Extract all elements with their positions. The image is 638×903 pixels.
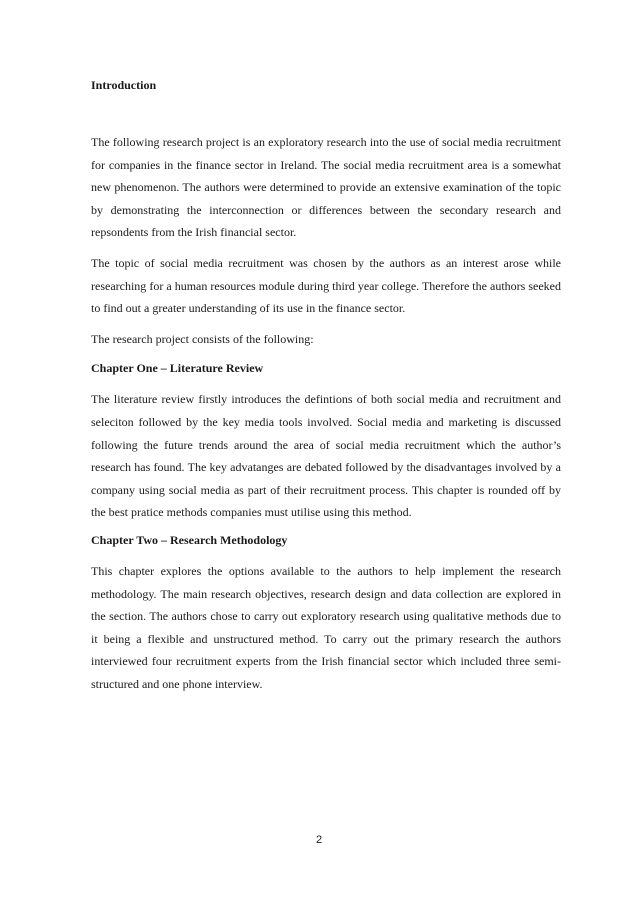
chapter-two-paragraph: This chapter explores the options available to the authors to help implement the research methodology. The main research objectives, research design and data collection are explored in the section. The authors chose to carry out exploratory research using qualitative methods due to it being a flexible and unstructured method. To carry out the primary research the authors interviewed four recruitment experts from the Irish financial sector which included three semi-structured and one phone interview.	[91, 563, 561, 691]
document-page	[91, 77, 561, 703]
page-number: 2	[315, 834, 323, 846]
intro-paragraph-1: The following research project is an exploratory research into the use of social media recruitment for companies in the finance sector in Ireland. The social media recruitment area is a somewhat new phenomenon. The authors were determined to provide an extensive examination of the topic by demonstrating the interconnection or differences between the secondary research and repsondents from the Irish financial sector.	[91, 135, 561, 240]
chapter-two-heading: Chapter Two – Research Methodology	[91, 532, 288, 547]
intro-paragraph-3: The research project consists of the following:	[91, 331, 314, 346]
chapter-one-heading: Chapter One – Literature Review	[91, 361, 264, 376]
section-heading-introduction: Introduction	[91, 78, 157, 92]
chapter-one-paragraph: The literature review firstly introduces the defintions of both social media and recruitment and seleciton followed by the key media tools involved. Social media and marketing is discussed following the future trends around the area of social media recruitment which the author’s research has found. The key advatanges are debated followed by the disadvantages involved by a company using social media as part of their recruitment process. This chapter is rounded off by the best pratice methods companies must utilise using this method.	[91, 392, 561, 520]
intro-paragraph-2: The topic of social media recruitment was chosen by the authors as an interest arose while researching for a human resources module during third year college. Therefore the authors seeked to find out a greater understanding of its use in the finance sector.	[91, 255, 561, 316]
